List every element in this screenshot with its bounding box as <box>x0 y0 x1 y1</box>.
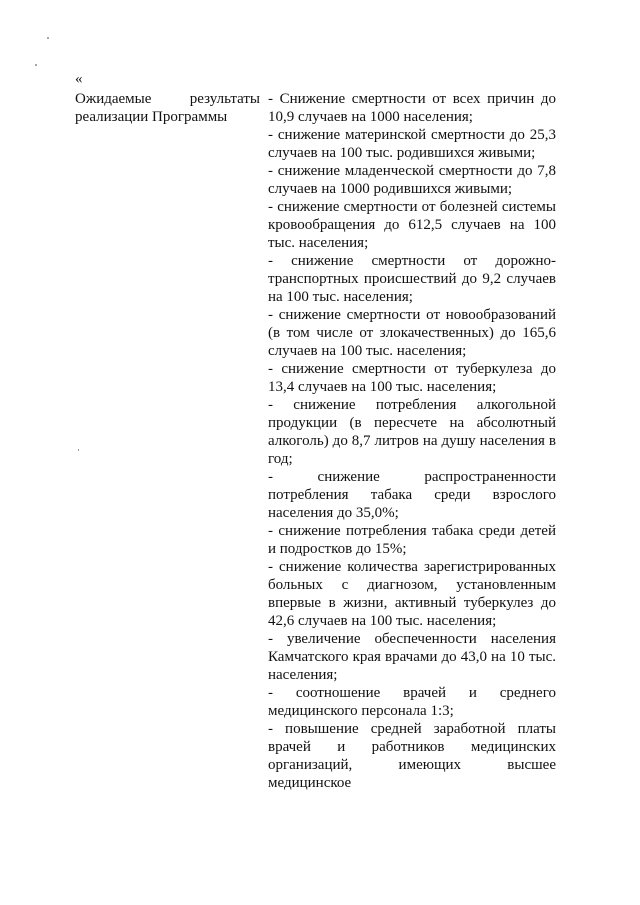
result-item: - снижение младенческой смертности до 7,8 случаев на 1000 родившихся живыми; <box>268 163 556 197</box>
section-label-line-2: реализации Программы <box>75 109 228 125</box>
result-item: - снижение смертности от болезней системы кровообращения до 612,5 случаев на 100 тыс. населения; <box>268 199 556 251</box>
section-label-word-1: Ожидаемые <box>75 91 152 107</box>
result-item: - снижение материнской смертности до 25,3 случаев на 100 тыс. родившихся живыми; <box>268 127 556 161</box>
result-item: - соотношение врачей и среднего медицинского персонала 1:3; <box>268 685 556 719</box>
section-label <box>75 90 260 126</box>
section-label-word-2: результаты <box>189 91 260 107</box>
result-item: - снижение смертности от новообразований (в том числе от злокачественных) до 165,6 случаев на 100 тыс. населения; <box>268 307 556 359</box>
result-item: - Снижение смертности от всех причин до 10,9 случаев на 1000 населения; <box>268 91 556 125</box>
result-item: - снижение потребления алкогольной продукции (в пересчете на абсолютный алкоголь) до 8,7 литров на душу населения в год; <box>268 397 556 467</box>
result-item: - снижение количества зарегистрированных больных с диагнозом, установленным впервые в жизни, активный туберкулез до 42,6 случаев на 100 тыс. населения; <box>268 559 556 629</box>
result-item: - снижение смертности от дорожно-транспортных происшествий до 9,2 случаев на 100 тыс. населения; <box>268 253 556 305</box>
result-item: - увеличение обеспеченности населения Камчатского края врачами до 43,0 на 10 тыс. населения; <box>268 631 556 683</box>
result-item: - снижение распространенности потребления табака среди взрослого населения до 35,0%; <box>268 469 556 521</box>
scan-speck <box>35 64 37 66</box>
result-item: - повышение средней заработной платы врачей и работников медицинских организаций, имеющих высшее медицинское <box>268 721 556 791</box>
opening-quote: « <box>75 71 83 87</box>
section-label-line-1 <box>75 90 260 108</box>
scan-speck <box>47 37 49 39</box>
result-item: - снижение потребления табака среди детей и подростков до 15%; <box>268 523 556 557</box>
expected-results-list <box>268 90 556 792</box>
scan-speck <box>78 449 79 451</box>
result-item: - снижение смертности от туберкулеза до 13,4 случаев на 100 тыс. населения; <box>268 361 556 395</box>
